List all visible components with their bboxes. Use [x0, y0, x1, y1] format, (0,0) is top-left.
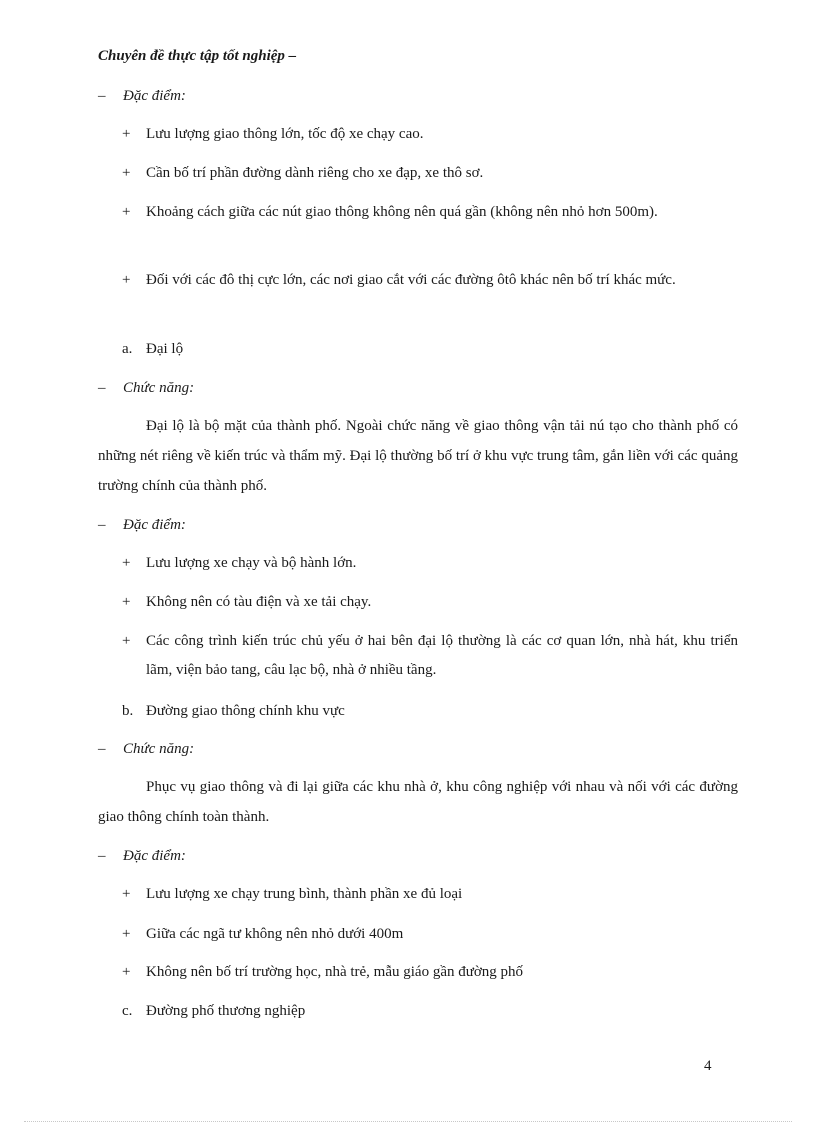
plus-item-text: Cần bố trí phần đường dành riêng cho xe đạp, xe thô sơ.: [146, 165, 484, 181]
dash-label: Đặc điểm:: [123, 88, 186, 104]
plus-marker: +: [122, 272, 131, 288]
dash-item-features-1: [98, 88, 186, 105]
plus-item-text: Lưu lượng xe chạy và bộ hành lớn.: [146, 555, 357, 571]
dash-item-function-b: [98, 741, 194, 758]
plus-item: [122, 549, 738, 578]
plus-item: [122, 120, 738, 149]
plus-item-text: Các công trình kiến trúc chủ yếu ở hai bên đại lộ thường là các cơ quan lớn, nhà hát, khu triển lãm, viện bảo tang, câu lạc bộ, nhà ở nhiều tầng.: [146, 633, 738, 678]
plus-item-text: Lưu lượng xe chạy trung bình, thành phần xe đủ loại: [146, 886, 463, 902]
plus-item-text: Đối với các đô thị cực lớn, các nơi giao cắt với các đường ôtô khác nên bố trí khác mức.: [146, 272, 676, 288]
paragraph-b: Phục vụ giao thông và đi lại giữa các khu nhà ở, khu công nghiệp với nhau và nối với các đường giao thông chính toàn thành.: [98, 779, 738, 825]
dash-marker: –: [98, 517, 106, 533]
section-heading-c: [122, 1003, 305, 1020]
dash-item-function-a: [98, 380, 194, 397]
paragraph-a: Đại lộ là bộ mặt của thành phố. Ngoài chức năng về giao thông vận tải nú tạo cho thành phố có những nét riêng về kiến trúc và thẩm mỹ. Đại lộ thường bố trí ở khu vực trung tâm, gắn liền với các quảng trường chính của thành phố.: [98, 418, 738, 494]
section-title: Đại lộ: [146, 341, 184, 357]
plus-marker: +: [122, 204, 131, 220]
dash-marker: –: [98, 88, 106, 104]
section-heading-a: [122, 341, 183, 358]
plus-marker: +: [122, 555, 131, 571]
dash-label: Đặc điểm:: [123, 848, 186, 864]
plus-marker: +: [122, 633, 131, 649]
dash-label: Chức năng:: [123, 741, 195, 757]
plus-item-text: Không nên có tàu điện và xe tải chạy.: [146, 594, 372, 610]
plus-marker: +: [122, 594, 131, 610]
plus-marker: +: [122, 926, 131, 942]
dash-marker: –: [98, 848, 106, 864]
plus-marker: +: [122, 964, 131, 980]
plus-item: [122, 958, 738, 987]
plus-item: [122, 920, 738, 949]
plus-item: [122, 627, 738, 685]
dash-marker: –: [98, 380, 106, 396]
dash-label: Chức năng:: [123, 380, 195, 396]
section-marker: a.: [122, 341, 133, 357]
plus-item: [122, 198, 738, 227]
page-header: Chuyên đề thực tập tốt nghiệp –: [98, 48, 297, 64]
dash-item-features-2: [98, 517, 186, 534]
plus-item: [122, 266, 738, 295]
plus-item: [122, 159, 738, 188]
plus-item-text: Khoảng cách giữa các nút giao thông không nên quá gần (không nên nhỏ hơn 500m).: [146, 204, 658, 220]
dash-marker: –: [98, 741, 106, 757]
plus-item: [122, 588, 738, 617]
plus-marker: +: [122, 165, 131, 181]
section-heading-b: [122, 703, 345, 720]
page-number: 4: [704, 1058, 712, 1074]
plus-item-text: Không nên bố trí trường học, nhà trẻ, mẫu giáo gần đường phố: [146, 964, 524, 980]
section-marker: c.: [122, 1003, 133, 1019]
footer-divider: [24, 1121, 792, 1122]
plus-item-text: Giữa các ngã tư không nên nhỏ dưới 400m: [146, 926, 404, 942]
plus-item: [122, 880, 738, 909]
plus-marker: +: [122, 886, 131, 902]
section-title: Đường giao thông chính khu vực: [146, 703, 345, 719]
dash-label: Đặc điểm:: [123, 517, 186, 533]
plus-item-text: Lưu lượng giao thông lớn, tốc độ xe chạy cao.: [146, 126, 424, 142]
section-marker: b.: [122, 703, 134, 719]
plus-marker: +: [122, 126, 131, 142]
dash-item-features-3: [98, 848, 186, 865]
section-title: Đường phố thương nghiệp: [146, 1003, 306, 1019]
